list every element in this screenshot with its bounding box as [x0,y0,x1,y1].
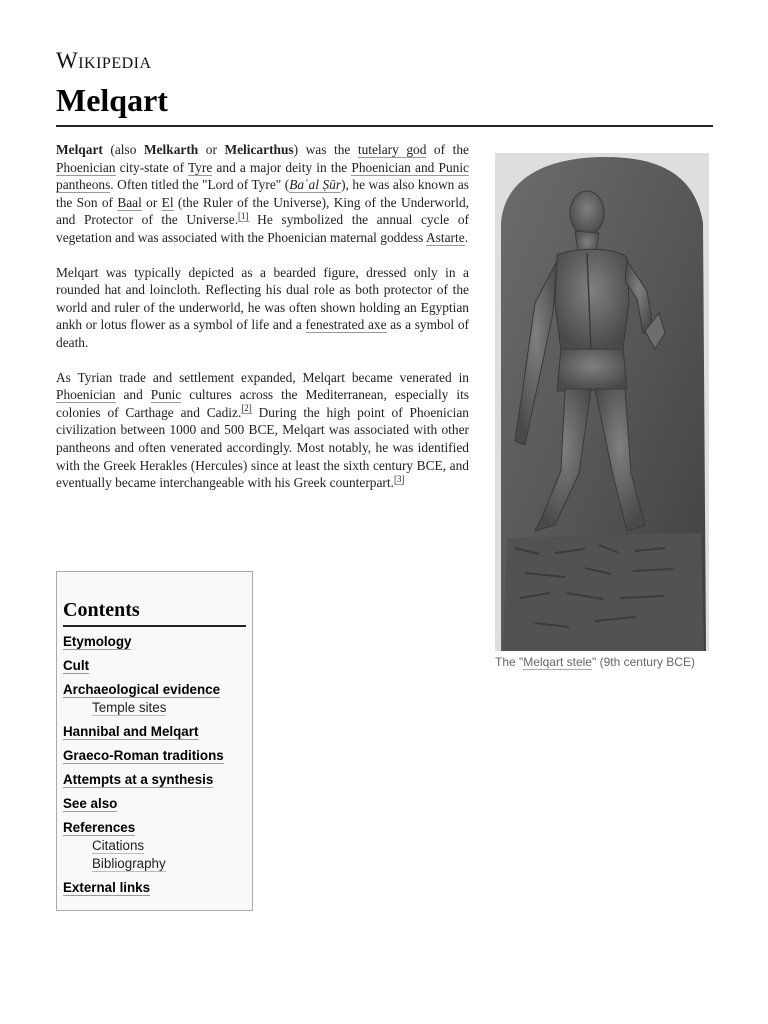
toc-link-bibliography[interactable]: Bibliography [92,856,166,871]
link-melqart-stele[interactable]: Melqart stele [523,655,592,669]
toc-item [63,795,246,813]
toc-link-archaeological-evidence[interactable]: Archaeological evidence [63,682,221,697]
text: During the high point of Phoenician civilization between 1000 and 500 BCE, Melqart was associated with other pantheons and often venerated accordingly. Most notably, he was identified with the Greek Herakles (Hercules) since at least the sixth century BCE, and eventually became interchangeable with his Greek counterpart. [56,404,470,491]
text: ), he was also known as the Son of [56,177,470,210]
text: Melqart was typically depicted as a bearded figure, dressed only in a rounded hat and loincloth. Reflecting his dual role as both protector of the world and ruler of the underworld, he was often shown holding an Egyptian ankh or lotus flower as a symbol of life and a [56,264,469,333]
table-of-contents [56,571,253,911]
citation-1[interactable]: [1] [238,210,249,221]
text: or [198,142,225,157]
toc-list [63,633,246,897]
text: (also [102,142,144,157]
link-phoenician-2[interactable]: Phoenician [56,387,116,403]
link-punic[interactable]: Punic [150,387,182,403]
text: city-state of [115,159,188,175]
page-title: Melqart [56,82,168,118]
toc-link-references[interactable]: References [63,820,136,835]
bold-term: Melqart [56,142,103,157]
trade-paragraph [56,369,469,492]
toc-item [63,681,246,717]
text: He symbolized the annual cycle of vegetation and was associated with the Phoenician maternal goddess [56,212,469,245]
caption-text: " (9th century BCE) [591,655,695,669]
toc-sublist [63,699,246,717]
toc-link-hannibal-and-melqart[interactable]: Hannibal and Melqart [63,724,199,739]
toc-link-cult[interactable]: Cult [63,658,90,673]
toc-link-graeco-roman-traditions[interactable]: Graeco-Roman traditions [63,748,224,763]
toc-link-see-also[interactable]: See also [63,796,118,811]
title-divider [56,125,713,127]
toc-sublist [63,837,246,873]
intro-paragraph [56,141,469,247]
toc-subitem [92,837,246,855]
melqart-stele-figure [495,153,709,671]
text: and a major deity in the [212,159,352,175]
link-el[interactable]: El [161,194,174,210]
toc-item [63,657,246,675]
wikipedia-logo[interactable]: Wikipedia [56,48,152,73]
link-tyre[interactable]: Tyre [187,159,213,175]
text: of the [426,142,469,157]
text: and [115,387,151,403]
text: as a symbol of death. [56,317,469,350]
text: (the Ruler of the Universe), King of the Underworld, and Protector of the Universe. [56,194,469,228]
link-baal[interactable]: Baal [117,194,142,210]
citation-2[interactable]: [2] [241,403,252,414]
link-astarte[interactable]: Astarte [426,229,465,245]
citation-3[interactable]: [3] [393,473,405,484]
toc-item [63,879,246,897]
toc-item [63,723,246,741]
link-fenestrated-axe[interactable]: fenestrated axe [305,317,387,333]
text: . [464,229,469,245]
melqart-stele-image[interactable] [495,153,709,651]
link-tutelary-god[interactable]: tutelary god [357,142,427,157]
toc-title: Contents [63,599,246,627]
depiction-paragraph [56,264,469,352]
toc-item [63,819,246,873]
article-body [56,141,469,509]
toc-item [63,747,246,765]
text: As Tyrian trade and settlement expanded, Melqart became venerated in [56,369,469,385]
text: ) was the [293,142,358,157]
text: . Often titled the "Lord of Tyre" ( [110,177,290,193]
toc-subitem [92,855,246,873]
toc-link-temple-sites[interactable]: Temple sites [92,700,167,715]
toc-link-attempts-at-a-synthesis[interactable]: Attempts at a synthesis [63,772,214,787]
toc-item [63,633,246,651]
toc-link-external-links[interactable]: External links [63,880,151,895]
text: cultures across the Mediterranean, especially its colonies of Carthage and Cadiz. [56,387,469,420]
toc-item [63,771,246,789]
caption-text: The " [495,655,524,669]
toc-link-etymology[interactable]: Etymology [63,634,132,649]
text: or [141,194,162,210]
figure-caption [495,654,709,671]
link-pantheons[interactable]: Phoenician and Punic pantheons [56,159,470,193]
link-phoenician[interactable]: Phoenician [56,159,116,175]
toc-link-citations[interactable]: Citations [92,838,145,853]
link-baal-sur[interactable]: Baʿal Ṣūr [289,177,342,193]
bold-term: Melicarthus [224,142,294,157]
toc-subitem [92,699,246,717]
bold-term: Melkarth [143,142,199,157]
